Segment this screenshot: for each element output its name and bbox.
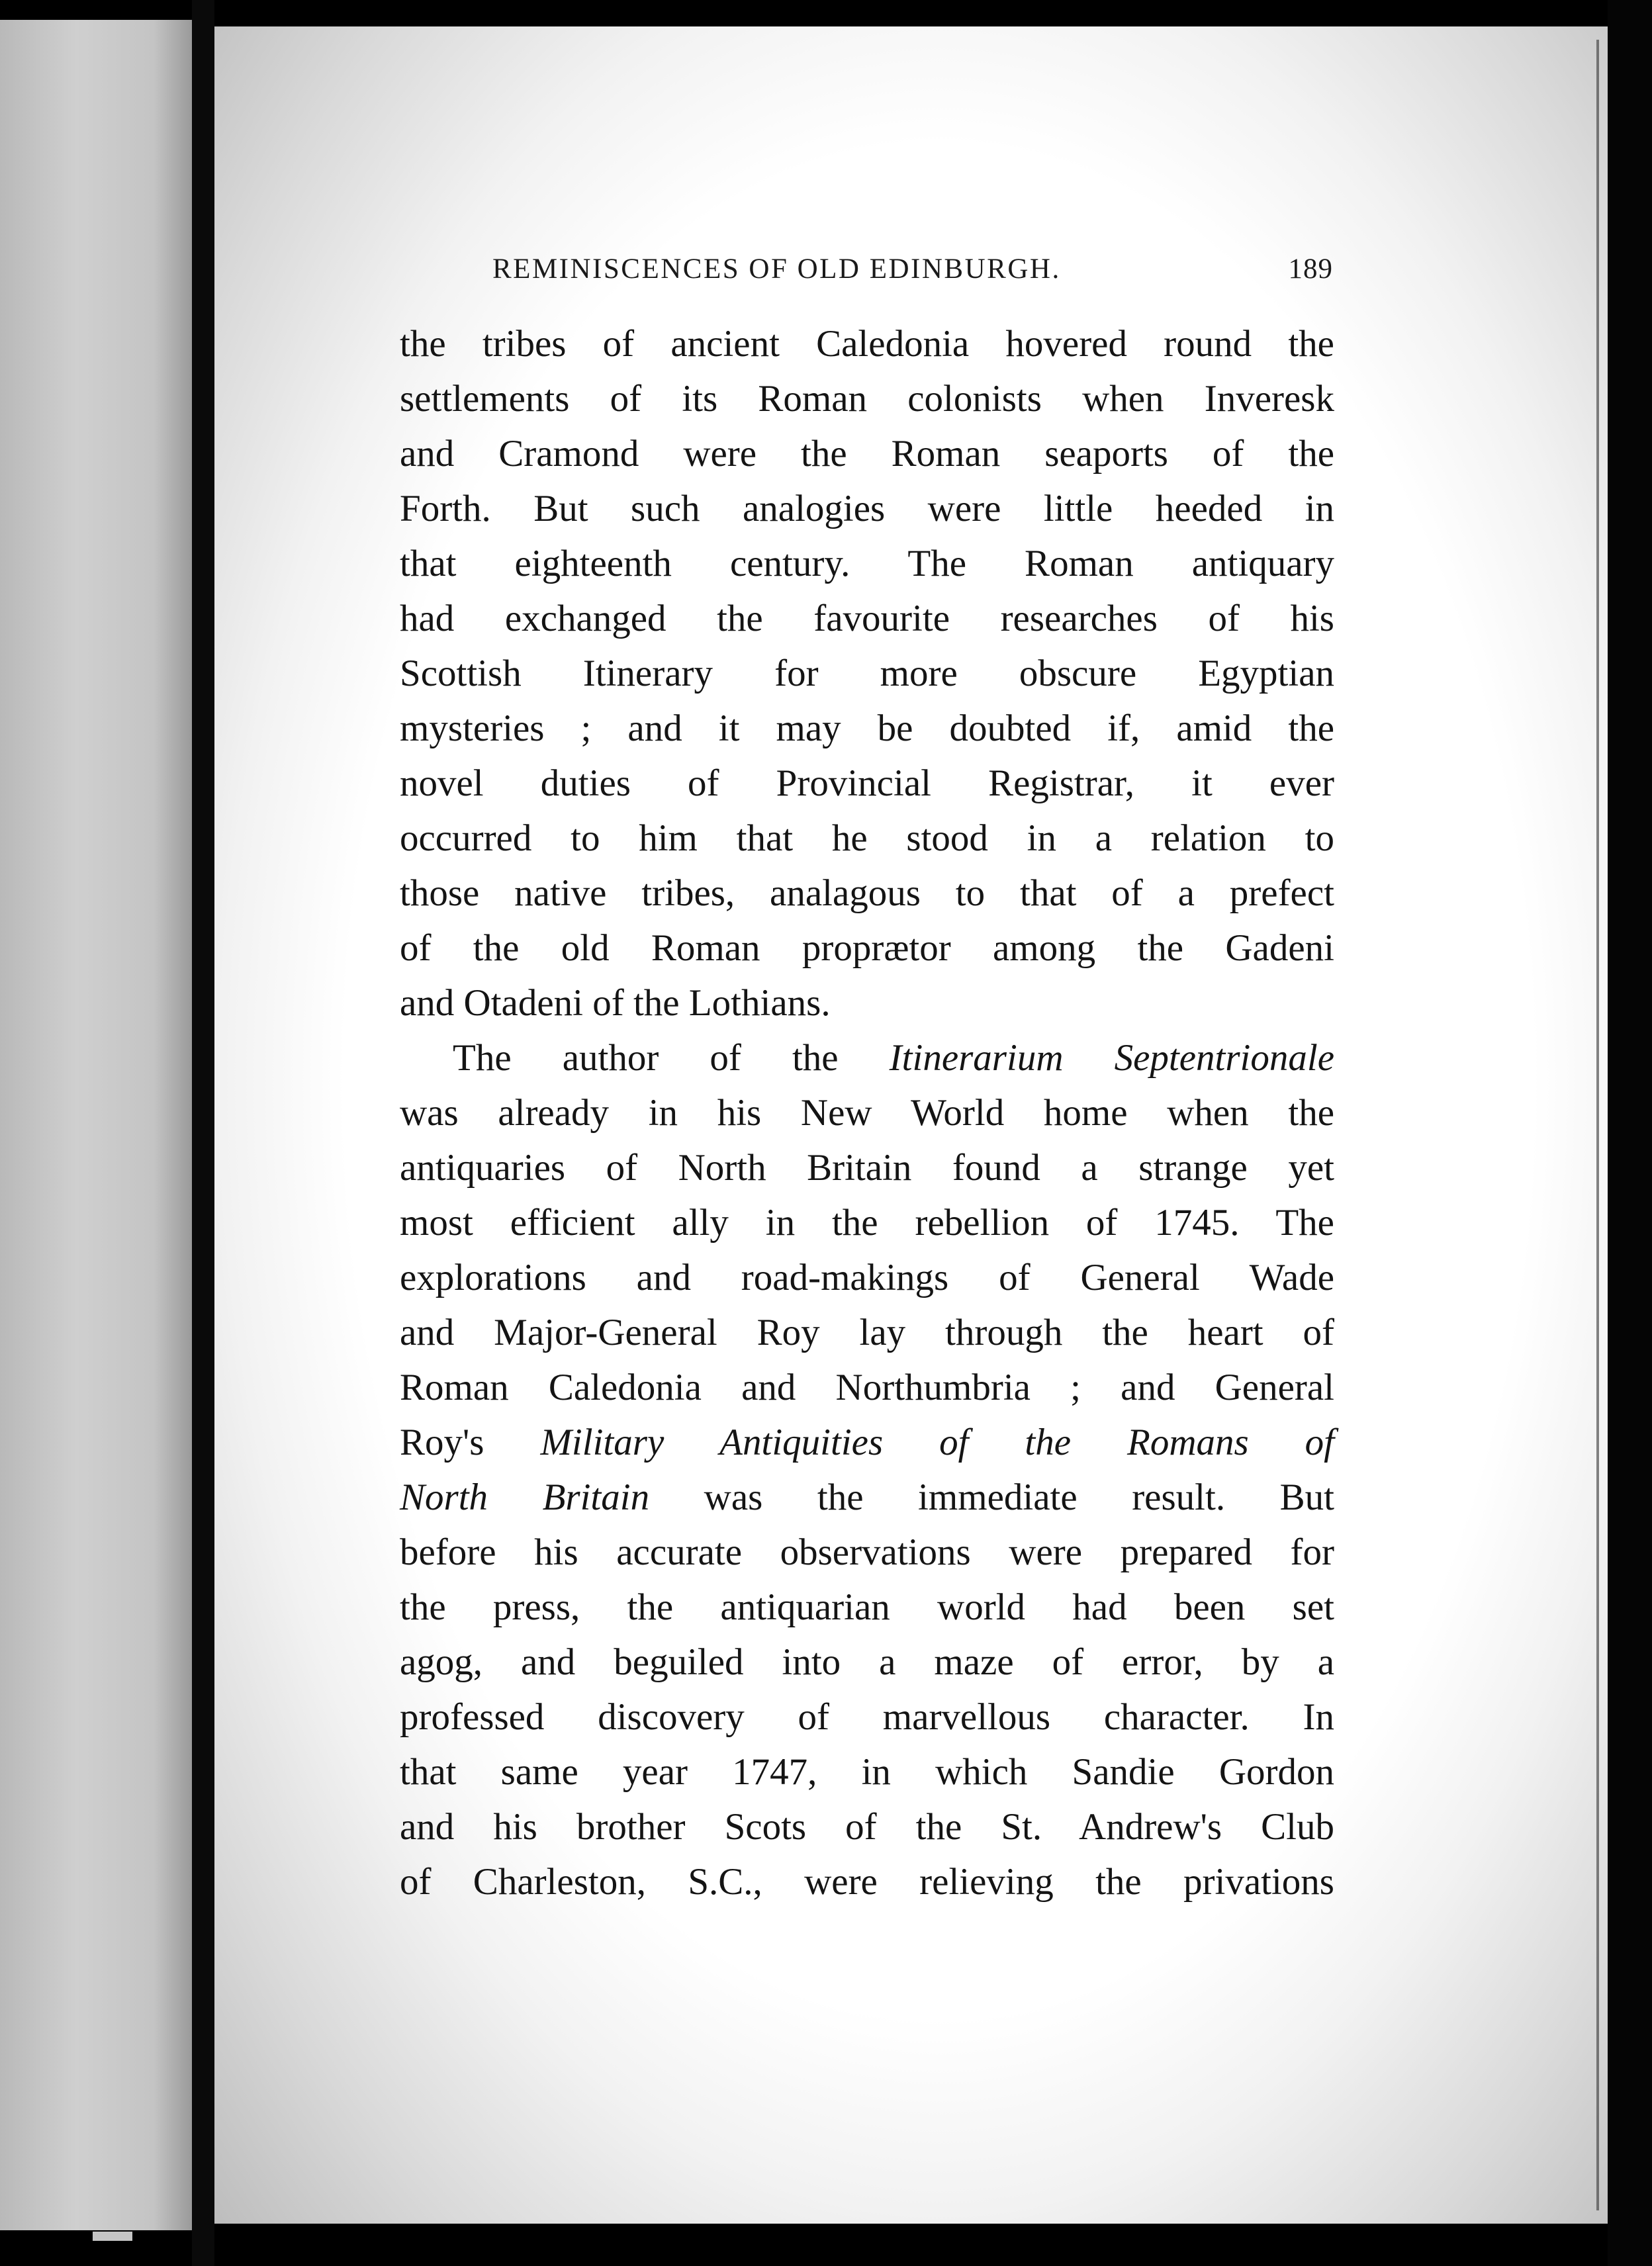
scan-corner-mark [93,2232,132,2241]
text-line: professed discovery of marvellous character. In [400,1696,1334,1738]
paragraph-2 [400,1030,1334,1909]
text-line: before his accurate observations were prepared for [400,1531,1334,1573]
page-number: 189 [1288,253,1333,285]
text-line: Roman Caledonia and Northumbria ; and General [400,1367,1334,1408]
text-run: was the immediate result. But [649,1476,1334,1518]
text-line: settlements of its Roman colonists when Inveresk [400,378,1334,420]
text-line: the press, the antiquarian world had been set [400,1586,1334,1628]
text-line: agog, and beguiled into a maze of error, by a [400,1641,1334,1683]
running-title: REMINISCENCES OF OLD EDINBURGH. [492,253,1061,285]
book-title-north-britain: North Britain [400,1476,650,1518]
text-line: Forth. But such analogies were little heeded in [400,488,1334,529]
book-gutter [192,0,214,2266]
text-run: Roy's [400,1422,541,1463]
text-line: mysteries ; and it may be doubted if, amid the [400,707,1334,749]
text-line: had exchanged the favourite researches of his [400,598,1334,639]
text-line: occurred to him that he stood in a relation to [400,817,1334,859]
text-line: most efficient ally in the rebellion of 1745. The [400,1202,1334,1244]
text-line: that same year 1747, in which Sandie Gordon [400,1751,1334,1793]
body-text [400,316,1334,1909]
text-line [400,1415,1334,1470]
text-line: and Major-General Roy lay through the heart of [400,1312,1334,1353]
text-line [400,1470,1334,1525]
paragraph-1 [400,316,1334,1030]
facing-page-edge [0,20,192,2230]
text-line: Scottish Itinerary for more obscure Egyptian [400,653,1334,694]
book-title-itinerarium: Itinerarium Septentrionale [889,1037,1334,1079]
text-line: of Charleston, S.C., were relieving the privations [400,1861,1334,1903]
text-run: The author of the [453,1037,890,1079]
text-line: the tribes of ancient Caledonia hovered round the [400,323,1334,365]
text-line: novel duties of Provincial Registrar, it ever [400,762,1334,804]
text-line: those native tribes, analagous to that of a prefect [400,872,1334,914]
text-line: explorations and road-makings of General Wade [400,1257,1334,1298]
book-title-military-antiquities: Military Antiquities of the Romans of [540,1422,1334,1463]
text-line: that eighteenth century. The Roman antiquary [400,543,1334,584]
scan-border-right [1608,0,1652,2266]
text-line: was already in his New World home when the [400,1092,1334,1134]
running-header [492,253,1333,293]
text-line: antiquaries of North Britain found a strange yet [400,1147,1334,1189]
text-line: and Cramond were the Roman seaports of the [400,433,1334,475]
page-edge-shadow [1596,40,1599,2210]
text-line: and his brother Scots of the St. Andrew's Club [400,1806,1334,1848]
text-line: of the old Roman proprætor among the Gadeni [400,927,1334,969]
text-line [400,1030,1334,1085]
text-line: and Otadeni of the Lothians. [400,982,831,1024]
